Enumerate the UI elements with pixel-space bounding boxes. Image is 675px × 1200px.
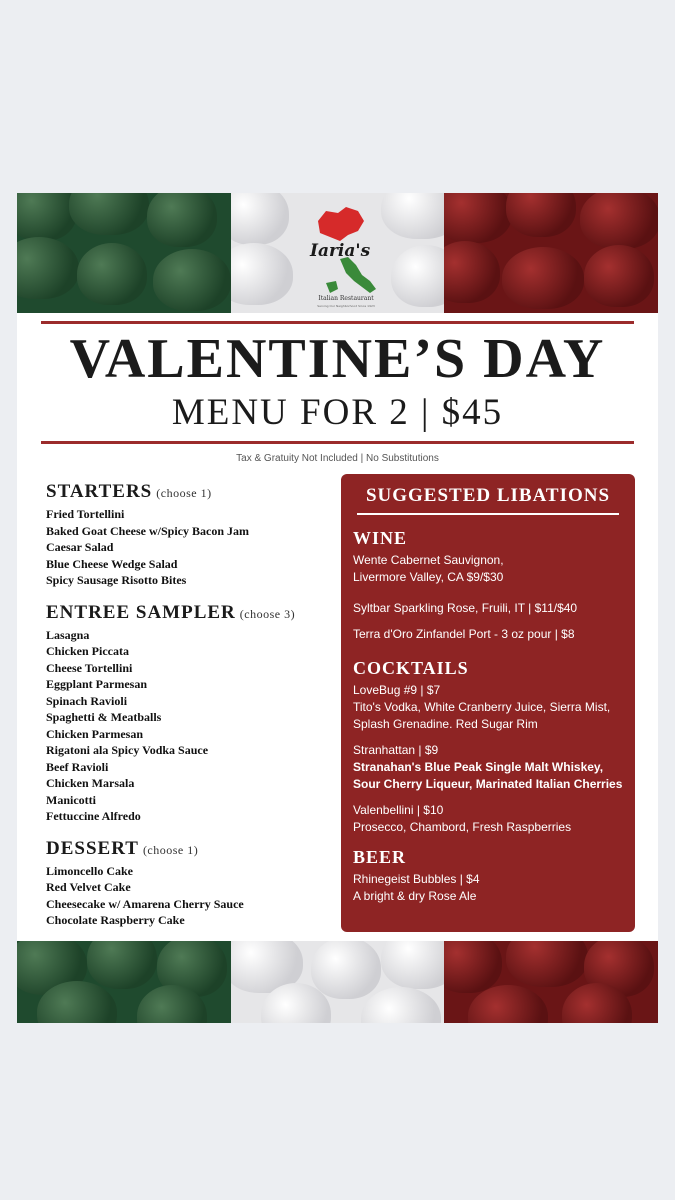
entree-section xyxy=(46,602,346,825)
menu-item: Lasagna xyxy=(46,627,90,642)
food-menu-column xyxy=(46,481,346,942)
drink-item xyxy=(353,871,623,905)
section-title xyxy=(46,838,346,861)
menu-item: Baked Goat Cheese w/Spicy Bacon Jam xyxy=(46,523,250,538)
starters-note: (choose 1) xyxy=(156,486,212,500)
menu-item: Cheese Tortellini xyxy=(46,660,133,675)
section-title xyxy=(46,481,346,504)
entree-note: (choose 3) xyxy=(239,606,296,621)
logo-name: Iaria's xyxy=(310,241,371,261)
drink-desc: A bright & dry Rose Ale xyxy=(353,889,477,903)
dessert-note: (choose 1) xyxy=(142,842,199,857)
menu-item: Chicken Marsala xyxy=(46,776,135,790)
drink-item xyxy=(353,552,623,586)
divider-top xyxy=(41,321,634,324)
drink-item xyxy=(353,802,623,836)
restaurant-logo xyxy=(296,201,392,309)
green-hearts-panel xyxy=(17,193,231,313)
libations-panel xyxy=(341,474,635,932)
flag-banner-bottom xyxy=(17,941,658,1023)
fineprint-note: Tax & Gratuity Not Included | No Substitutions xyxy=(236,453,439,464)
menu-item: Fettuccine Alfredo xyxy=(46,809,141,823)
menu-price-subhead: MENU FOR 2 | $45 xyxy=(171,392,504,433)
cocktails-heading: COCKTAILS xyxy=(353,658,469,678)
logo-tagline: Serving Our Neighborhood Since 1923 xyxy=(317,304,375,308)
menu-item: Blue Cheese Wedge Salad xyxy=(46,556,178,571)
drink-item xyxy=(353,742,623,793)
menu-item: Fried Tortellini xyxy=(46,507,125,521)
white-hearts-panel xyxy=(231,941,445,1023)
menu-headline: VALENTINE’S DAY xyxy=(69,328,606,390)
red-hearts-panel xyxy=(444,193,658,313)
logo-subtitle: Italian Restaurant xyxy=(318,295,374,302)
starters-section xyxy=(46,481,346,589)
drink-name: Stranhattan | $9 xyxy=(353,743,439,757)
starters-title: STARTERS xyxy=(46,481,153,502)
libations-divider xyxy=(357,513,619,515)
drink-desc: Stranahan's Blue Peak Single Malt Whiskey, Sour Cherry Liqueur, Marinated Italian Cherries xyxy=(353,760,623,791)
menu-item: Chicken Piccata xyxy=(46,644,129,658)
drink-name: Valenbellini | $10 xyxy=(353,803,444,817)
menu-item: Limoncello Cake xyxy=(46,863,133,878)
divider-bottom xyxy=(41,441,634,444)
drink-name: Rhinegeist Bubbles | $4 xyxy=(353,872,480,886)
menu-item: Spaghetti & Meatballs xyxy=(46,710,162,724)
drink-name: Syltbar Sparkling Rose, Fruili, IT | $11/$40 xyxy=(353,601,578,615)
menu-item: Chicken Parmesan xyxy=(46,726,143,741)
menu-item: Chocolate Raspberry Cake xyxy=(46,913,185,927)
menu-item: Cheesecake w/ Amarena Cherry Sauce xyxy=(46,896,244,911)
menu-item: Red Velvet Cake xyxy=(46,880,131,894)
menu-item: Beef Ravioli xyxy=(46,759,109,774)
drink-desc: Tito's Vodka, White Cranberry Juice, Sierra Mist, Splash Grenadine. Red Sugar Rim xyxy=(353,700,611,731)
green-hearts-panel xyxy=(17,941,231,1023)
dessert-title: DESSERT xyxy=(46,837,139,859)
menu-item: Spinach Ravioli xyxy=(46,693,128,708)
drink-name: Terra d'Oro Zinfandel Port - 3 oz pour | $8 xyxy=(353,627,575,641)
drink-item xyxy=(353,682,623,733)
dessert-section xyxy=(46,838,346,929)
drink-desc: Livermore Valley, CA $9/$30 xyxy=(353,570,504,584)
wine-heading: WINE xyxy=(353,528,408,548)
drink-name: LoveBug #9 | $7 xyxy=(353,683,441,697)
menu-item: Eggplant Parmesan xyxy=(46,677,148,691)
menu-item: Spicy Sausage Risotto Bites xyxy=(46,573,187,587)
menu-item: Manicotti xyxy=(46,792,96,807)
section-title xyxy=(46,602,346,625)
entree-title: ENTREE SAMPLER xyxy=(46,601,236,623)
drink-desc: Prosecco, Chambord, Fresh Raspberries xyxy=(353,820,572,834)
red-hearts-panel xyxy=(444,941,658,1023)
drink-item xyxy=(353,600,623,617)
menu-flyer xyxy=(17,193,658,1023)
drink-name: Wente Cabernet Sauvignon, xyxy=(353,553,504,567)
beer-heading: BEER xyxy=(353,847,407,867)
menu-item: Caesar Salad xyxy=(46,540,114,554)
drink-item xyxy=(353,626,623,643)
libations-title: SUGGESTED LIBATIONS xyxy=(365,485,611,506)
menu-item: Rigatoni ala Spicy Vodka Sauce xyxy=(46,743,209,757)
